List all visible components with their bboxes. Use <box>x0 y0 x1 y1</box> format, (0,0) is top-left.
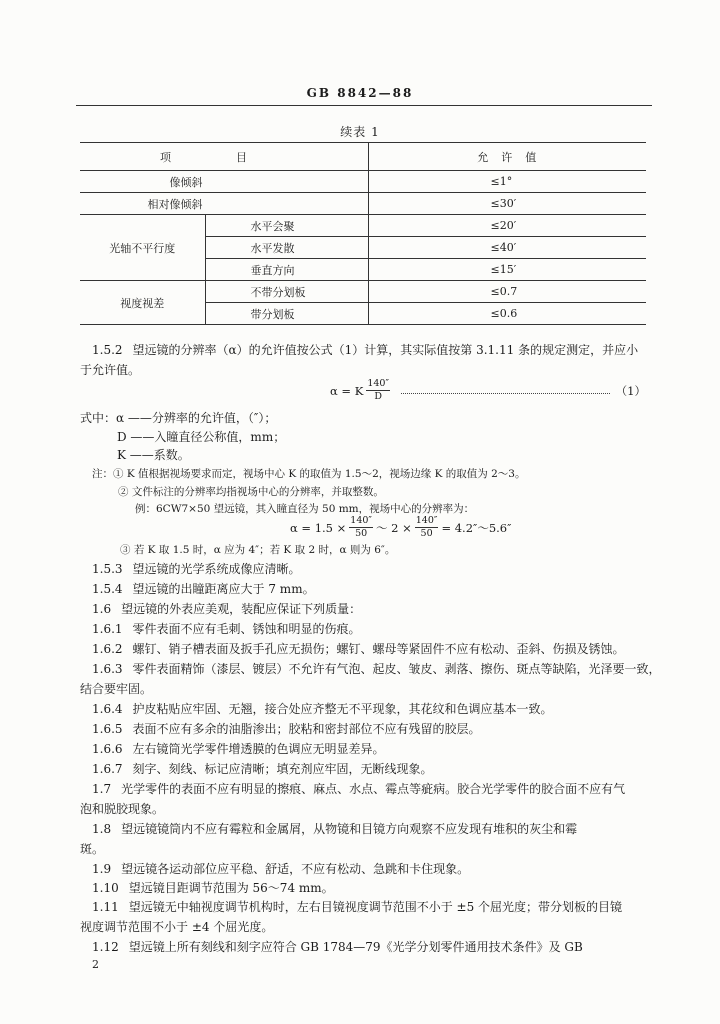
row-value: ≤0.6 <box>368 303 646 325</box>
formula-fraction <box>415 516 439 539</box>
formula-fraction <box>349 516 373 539</box>
clause-1-8 <box>92 821 577 837</box>
row-value: ≤1° <box>368 171 646 193</box>
clause-number: 1.7 <box>92 782 112 796</box>
formula-lhs: α = K <box>330 383 364 398</box>
row-value: ≤20′ <box>368 215 646 237</box>
page-number: 2 <box>92 958 99 971</box>
clause-text: 望远镜目距调节范围为 56～74 mm。 <box>128 881 334 895</box>
table-header-item: 项 目 <box>80 143 368 171</box>
clause-number: 1.9 <box>92 862 112 876</box>
clause-continuation: 结合要牢固。 <box>80 682 153 696</box>
clause-number: 1.6.4 <box>92 702 123 716</box>
clause-1-6-1 <box>92 621 361 637</box>
sub-row-label: 带分划板 <box>205 303 368 325</box>
clause-number: 1.10 <box>92 881 119 895</box>
clause-1-5-2 <box>92 342 638 358</box>
clause-text: 零件表面精饰（漆层、镀层）不允许有气泡、起皮、皱皮、剥落、擦伤、斑点等缺陷，光泽要一致， <box>132 662 661 676</box>
clause-text: 望远镜无中轴视度调节机构时，左右目镜视度调节范围不小于 ±5 个屈光度；带分划板的目镜 <box>128 900 623 914</box>
row-label: 相对像倾斜 <box>80 193 368 215</box>
note-example: 例：6CW7×50 望远镜，其入瞳直径为 50 mm，视场中心的分辨率为： <box>135 503 475 515</box>
where-d: D ——入瞳直径公称值，mm； <box>117 430 286 444</box>
clause-text: 护皮粘贴应牢固、无翘，接合处应齐整无不平现象，其花纹和色调应基本一致。 <box>132 702 553 716</box>
clause-1-6-7 <box>92 761 433 777</box>
clause-continuation: 视度调节范围不小于 ±4 个屈光度。 <box>80 920 274 934</box>
formula-part: = 4.2″～5.6″ <box>441 520 512 535</box>
clause-number: 1.6.3 <box>92 662 123 676</box>
clause-number: 1.6.7 <box>92 762 123 776</box>
clause-text: 望远镜各运动部位应平稳、舒适，不应有松动、急跳和卡住现象。 <box>121 862 470 876</box>
fraction-denominator: D <box>374 391 382 402</box>
group-label: 视度视差 <box>80 281 205 325</box>
clause-1-6-6 <box>92 741 385 757</box>
clause-number: 1.6.5 <box>92 722 123 736</box>
table-header-row <box>80 143 646 171</box>
clause-text: 望远镜的外表应美观，装配应保证下列质量： <box>121 602 362 616</box>
clause-1-7 <box>92 781 625 797</box>
clause-1-9 <box>92 861 469 877</box>
clause-text: 望远镜的光学系统成像应清晰。 <box>132 562 301 576</box>
clause-1-6-4 <box>92 701 553 717</box>
clause-1-6-3 <box>92 661 661 677</box>
clause-1-6-2 <box>92 641 625 657</box>
clause-1-5-3 <box>92 561 301 577</box>
clause-text: 望远镜的出瞳距离应大于 7 mm。 <box>132 582 315 596</box>
standard-code-header: GB 8842—88 <box>306 86 414 100</box>
clause-number: 1.5.3 <box>92 562 123 576</box>
clause-text: 螺钉、销子槽表面及扳手孔应无损伤；螺钉、螺母等紧固件不应有松动、歪斜、伤损及锈蚀。 <box>132 642 625 656</box>
fraction-numerator: 140″ <box>350 515 372 526</box>
table-caption: 续表 1 <box>340 125 380 139</box>
clause-text: 表面不应有多余的油脂渗出；胶粘和密封部位不应有残留的胶层。 <box>132 722 481 736</box>
example-formula <box>290 516 511 539</box>
clause-number: 1.11 <box>92 900 119 914</box>
clause-1-5-4 <box>92 581 315 597</box>
row-value: ≤30′ <box>368 193 646 215</box>
formula-part: ～ 2 × <box>375 520 412 535</box>
clause-text: 望远镜上所有刻线和刻字应符合 GB 1784—79《光学分划零件通用技术条件》及 GB <box>128 940 583 954</box>
clause-text: 左右镜筒光学零件增透膜的色调应无明显差异。 <box>132 742 385 756</box>
sub-row-label: 水平发散 <box>205 237 368 259</box>
equation-number: （1） <box>615 383 646 398</box>
sub-row-label: 垂直方向 <box>205 259 368 281</box>
clause-number: 1.6.6 <box>92 742 123 756</box>
dotted-leader <box>401 393 610 394</box>
formula-part: α = 1.5 × <box>290 520 347 535</box>
clause-1-6-5 <box>92 721 481 737</box>
group-label: 光轴不平行度 <box>80 215 205 281</box>
row-value: ≤15′ <box>368 259 646 281</box>
formula-1 <box>330 379 646 402</box>
clause-continuation: 斑。 <box>80 842 105 856</box>
fraction-denominator: 50 <box>420 528 433 539</box>
clause-number: 1.6 <box>92 602 112 616</box>
table-header-value: 允 许 值 <box>368 143 646 171</box>
header-rule <box>76 105 652 106</box>
clause-number: 1.8 <box>92 822 112 836</box>
table-row <box>80 171 646 193</box>
clause-1-10 <box>92 880 334 896</box>
clause-number: 1.5.4 <box>92 582 123 596</box>
formula-fraction <box>366 379 390 402</box>
where-alpha: 式中：α ——分辨率的允许值，（″）； <box>80 411 277 425</box>
fraction-numerator: 140″ <box>367 378 389 389</box>
clause-continuation: 泡和脱胶现象。 <box>80 802 165 816</box>
clause-number: 1.6.2 <box>92 642 123 656</box>
clause-continuation: 于允许值。 <box>80 363 141 377</box>
clause-1-12 <box>92 939 583 955</box>
fraction-denominator: 50 <box>355 528 368 539</box>
clause-text: 光学零件的表面不应有明显的擦痕、麻点、水点、霉点等疵病。胶合光学零件的胶合面不应有气 <box>121 782 626 796</box>
note-3: ③ 若 K 取 1.5 时，α 应为 4″；若 K 取 2 时，α 则为 6″。 <box>120 544 396 556</box>
row-value: ≤40′ <box>368 237 646 259</box>
table-row <box>80 193 646 215</box>
clause-text: 零件表面不应有毛刺、锈蚀和明显的伤痕。 <box>132 622 361 636</box>
sub-row-label: 不带分划板 <box>205 281 368 303</box>
clause-text: 望远镜镜筒内不应有霉粒和金属屑，从物镜和目镜方向观察不应发现有堆积的灰尘和霉 <box>121 822 578 836</box>
note-2: ② 文件标注的分辨率均指视场中心的分辨率，并取整数。 <box>118 486 384 498</box>
clause-1-6 <box>92 601 361 617</box>
row-label: 像倾斜 <box>80 171 368 193</box>
clause-1-11 <box>92 899 622 915</box>
row-value: ≤0.7 <box>368 281 646 303</box>
spec-table <box>80 142 646 325</box>
table-row <box>80 281 646 303</box>
sub-row-label: 水平会聚 <box>205 215 368 237</box>
clause-text: 望远镜的分辨率（α）的允许值按公式（1）计算，其实际值按第 3.1.11 条的规定测定，并应小 <box>132 343 639 357</box>
clause-number: 1.12 <box>92 940 119 954</box>
fraction-numerator: 140″ <box>415 515 438 526</box>
note-1: 注：① K 值根据视场要求而定，视场中心 K 的取值为 1.5～2，视场边缘 K 的取值为 2～3。 <box>92 468 526 480</box>
table-row <box>80 215 646 237</box>
clause-number: 1.6.1 <box>92 622 123 636</box>
clause-number: 1.5.2 <box>92 343 123 357</box>
clause-text: 刻字、刻线、标记应清晰；填充剂应牢固，无断线现象。 <box>132 762 433 776</box>
where-k: K ——系数。 <box>117 448 190 462</box>
